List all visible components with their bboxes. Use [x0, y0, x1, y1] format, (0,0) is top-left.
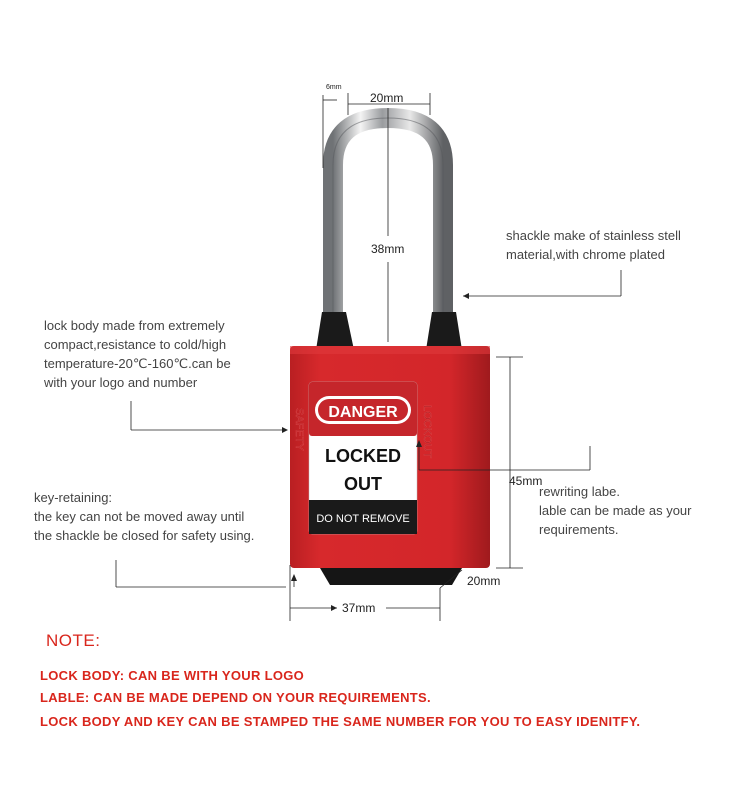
label-out: OUT [344, 474, 382, 494]
callout-shackle-line: material,with chrome plated [506, 247, 665, 262]
dim-body-depth: 20mm [467, 574, 501, 588]
label-do-not-remove: DO NOT REMOVE [316, 513, 410, 525]
side-text-lockout: LOCKOUT [421, 405, 433, 459]
callout-key-line: the shackle be closed for safety using. [34, 528, 255, 543]
dim-body-width: 37mm [342, 601, 376, 615]
dim-shackle-width: 20mm [370, 91, 404, 105]
note-title: NOTE: [46, 631, 101, 650]
callout-label [539, 482, 744, 539]
dim-shackle-thickness: 6mm [326, 84, 342, 91]
callout-key-line: key-retaining: [34, 490, 113, 505]
callout-key [34, 488, 284, 545]
callout-lock-body-line: lock body made from extremely [44, 318, 225, 333]
callout-label-line: requirements. [539, 522, 619, 537]
label-locked: LOCKED [325, 446, 401, 466]
callout-lock-body-line: compact,resistance to cold/high [44, 337, 227, 352]
callout-shackle-line: shackle make of stainless stell [506, 228, 681, 243]
callout-label-line: lable can be made as your [539, 503, 692, 518]
callout-lock-body [44, 316, 284, 392]
side-text-safety: SAFETY [293, 408, 305, 451]
callout-key-line: the key can not be moved away until [34, 509, 245, 524]
shackle-collar-left [316, 312, 354, 350]
label-danger: DANGER [328, 404, 398, 421]
callout-shackle [506, 226, 746, 264]
callout-lock-body-line: with your logo and number [44, 375, 198, 390]
note-item: LOCK BODY: CAN BE WITH YOUR LOGO [40, 668, 305, 683]
callout-lock-body-line: temperature-20℃-160℃.can be [44, 356, 231, 371]
dim-body-height: 45mm [509, 474, 543, 488]
note-item: LOCK BODY AND KEY CAN BE STAMPED THE SAME NUMBER FOR YOU TO EASY IDENITFY. [40, 714, 641, 729]
dim-shackle-height: 38mm [371, 242, 405, 256]
shackle-collar-right [426, 312, 462, 350]
lock-bottom-cap [320, 568, 462, 585]
callout-label-line: rewriting labe. [539, 484, 620, 499]
note-item: LABLE: CAN BE MADE DEPEND ON YOUR REQUIREMENTS. [40, 690, 431, 705]
